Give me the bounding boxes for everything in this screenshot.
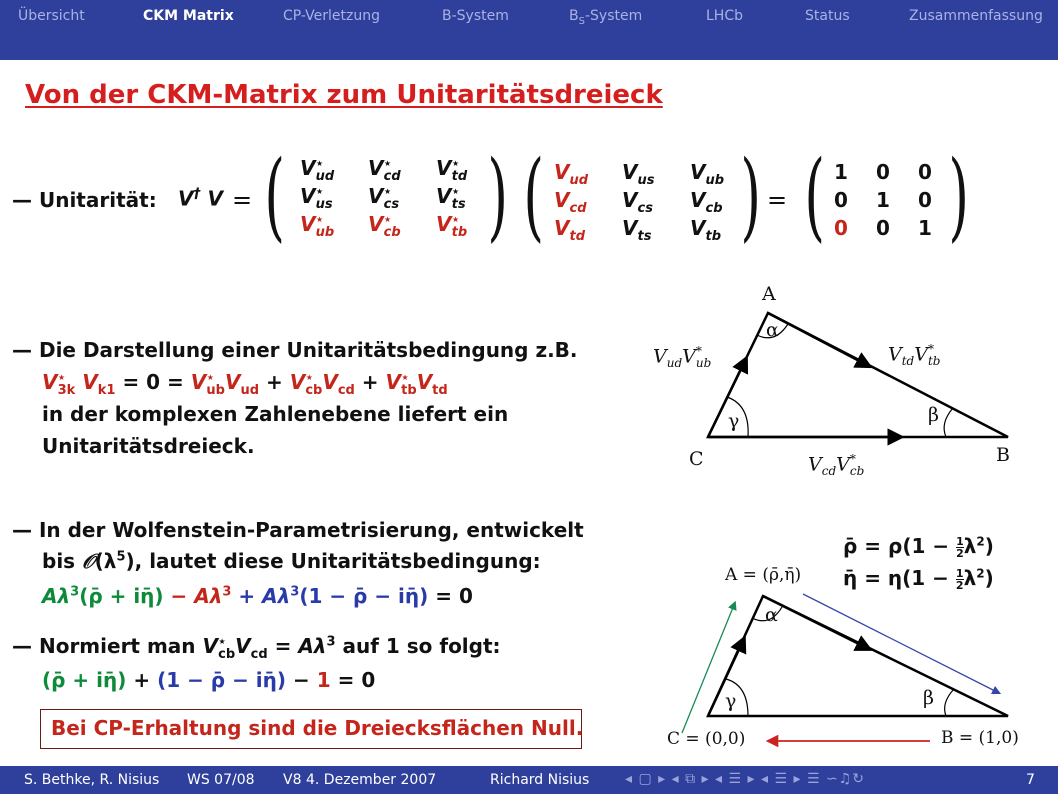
eb-b: λ	[963, 566, 977, 590]
eb-c: )	[984, 566, 994, 590]
n-v2: V	[235, 634, 251, 658]
triangle-1-arrow-right	[768, 313, 865, 364]
adjoint-matrix-sub-1-1: cs	[383, 197, 400, 212]
unitarity-label: — Unitarität:	[12, 188, 157, 212]
identity-matrix-cell-0-2: 0	[918, 160, 932, 184]
adjoint-matrix-cell-2-1	[368, 212, 401, 240]
triangle-2-vertex-b: B = (1,0)	[941, 728, 1019, 748]
f-t1-sup: ⋆	[206, 370, 215, 386]
n-eq-b: (1 − ρ̄ − iη̄)	[157, 668, 287, 692]
w2-a: bis	[42, 549, 83, 573]
representation-line-4: Unitaritätsdreieck.	[42, 434, 255, 458]
slide-title: Von der CKM-Matrix zum Unitaritätsdreieck	[25, 80, 663, 110]
adjoint-matrix-cell-1-0	[300, 184, 333, 212]
ckm-matrix-cell-0-1	[622, 160, 654, 188]
adjoint-matrix-cell-1-1	[368, 184, 399, 212]
ckm-matrix-v-1-2: V	[690, 188, 706, 212]
ckm-matrix-cell-2-2	[690, 216, 721, 244]
unitarity-equals-1: =	[232, 186, 253, 214]
w-g1-pow: 3	[70, 584, 80, 600]
adjoint-matrix-star-2-0: ⋆	[315, 212, 324, 228]
w-r1-pow: 3	[222, 584, 232, 600]
n-c: auf 1 so folgt:	[335, 634, 501, 658]
f-t3-sup: ⋆	[401, 370, 410, 386]
adjoint-matrix-v-1-1: V	[368, 184, 384, 208]
f-b: V	[82, 370, 98, 394]
tl-v1: V	[653, 345, 667, 368]
ckm-matrix-v-1-0: V	[554, 188, 570, 212]
ckm-matrix-sub-1-1: cs	[637, 201, 653, 216]
rb-pow: 2	[976, 534, 985, 549]
identity-matrix-cell-1-0: 0	[834, 188, 848, 212]
rb-c: )	[984, 534, 994, 558]
representation-formula	[42, 370, 448, 398]
ckm-matrix-sub-0-1: us	[637, 173, 655, 188]
nav-bs-main: B	[569, 8, 579, 24]
callout-text: Bei CP-Erhaltung sind die Dreiecksflächen Null.	[51, 716, 584, 740]
adjoint-matrix-sub-2-1: cb	[383, 225, 401, 240]
lhs-dagger: †	[193, 186, 201, 202]
f-t3b-sub: td	[432, 383, 448, 398]
adjoint-matrix-sub-0-1: cd	[383, 169, 401, 184]
w2-arg: (λ	[94, 549, 117, 573]
nav-item-uebersicht[interactable]: Übersicht	[18, 8, 85, 24]
eb-a: η̄ = η(1 −	[843, 566, 956, 590]
triangle-1-vertex-a: A	[762, 283, 776, 305]
eb-num: 1	[955, 567, 964, 580]
triangle-1-vertex-c: C	[689, 448, 704, 470]
unitarity-lhs	[178, 186, 223, 211]
beamer-navigation-symbols[interactable]: ◂ ▢ ▸ ◂ ⧉ ▸ ◂ ☰ ▸ ◂ ☰ ▸ ☰ ∽♫↻	[625, 771, 865, 787]
eb-pow: 2	[976, 566, 985, 581]
w-g1	[42, 584, 164, 608]
triangle-2-beta-arc	[945, 689, 954, 716]
left-matrix-open-paren: (	[264, 140, 286, 252]
lhs-v: V	[178, 186, 194, 211]
f-a: V	[42, 370, 58, 394]
ckm-matrix-sub-0-2: ub	[705, 173, 725, 188]
adjoint-matrix-v-0-0: V	[300, 156, 316, 180]
w2-pow: 5	[116, 549, 126, 565]
w2-b: ), lautet diese Unitaritätsbedingung:	[125, 549, 541, 573]
f-a-sup: ⋆	[57, 370, 66, 386]
lhs-v2: V	[200, 186, 223, 211]
ckm-matrix-sub-2-1: ts	[637, 229, 652, 244]
n-a: — Normiert man	[12, 634, 203, 658]
adjoint-matrix-cell-1-2	[436, 184, 466, 212]
adjoint-matrix-v-2-1: V	[368, 212, 384, 236]
triangle-1-side-right	[888, 342, 941, 368]
adjoint-matrix-sub-0-0: ud	[315, 169, 335, 184]
adjoint-matrix-v-0-1: V	[368, 156, 384, 180]
normiert-line-1	[12, 634, 501, 662]
nav-item-ckm-matrix[interactable]: CKM Matrix	[143, 8, 234, 24]
tl-s1: ud	[666, 356, 683, 371]
w-r1	[164, 584, 232, 608]
adjoint-matrix-star-1-2: ⋆	[451, 184, 460, 200]
ckm-matrix-v-2-0: V	[554, 216, 570, 240]
adjoint-matrix-star-1-1: ⋆	[383, 184, 392, 200]
ckm-matrix-cell-2-0	[554, 216, 585, 244]
identity-matrix-cell-1-2: 0	[918, 188, 932, 212]
ckm-matrix-cell-1-0	[554, 188, 587, 216]
f-t2b: V	[322, 370, 338, 394]
rb-den: 2	[956, 547, 964, 560]
n-eq-plus: +	[126, 668, 158, 692]
triangle-2-vertex-c: C = (0,0)	[667, 729, 746, 749]
identity-matrix-cell-0-1: 0	[876, 160, 890, 184]
w-g2: (ρ̄ + iη̄)	[79, 584, 164, 608]
footer-authors: S. Bethke, R. Nisius	[24, 772, 160, 788]
n-pow: 3	[326, 634, 336, 650]
ckm-matrix-cell-1-1	[622, 188, 653, 216]
tr-v2: V	[914, 343, 928, 366]
rb-b: λ	[963, 534, 977, 558]
normiert-equation	[42, 668, 375, 692]
f-t1-sub: ub	[206, 383, 225, 398]
f-a-sub: 3k	[57, 383, 76, 398]
nav-item-b-system[interactable]: B-System	[442, 8, 509, 24]
ckm-matrix-sub-1-2: cb	[705, 201, 723, 216]
f-mid: = 0 =	[115, 370, 191, 394]
adjoint-matrix-cell-2-0	[300, 212, 334, 240]
n-b: = Aλ	[267, 634, 327, 658]
footer-page-number: 7	[1026, 772, 1035, 788]
triangle-1-side-bottom	[808, 452, 864, 478]
tl-v2: V	[682, 345, 696, 368]
triangle-1-gamma: γ	[728, 410, 740, 432]
nav-item-zusammenfassung[interactable]: Zusammenfassung	[909, 8, 1043, 24]
ckm-matrix-v-1-1: V	[622, 188, 638, 212]
f-t3b: V	[416, 370, 433, 394]
tb-v2: V	[836, 453, 850, 476]
adjoint-matrix-cell-0-2	[436, 156, 467, 184]
tb-v1: V	[808, 453, 822, 476]
n-v1-sup: ⋆	[217, 634, 227, 650]
identity-matrix-cell-1-1: 1	[876, 188, 890, 212]
cp-conservation-callout	[40, 709, 582, 749]
identity-close-paren: )	[948, 140, 970, 252]
triangle-1-alpha: α	[766, 319, 779, 341]
identity-matrix-cell-2-2: 1	[918, 216, 932, 240]
adjoint-matrix-cell-2-2	[436, 212, 467, 240]
footer-bar	[0, 766, 1058, 794]
f-t3-sub: tb	[401, 383, 417, 398]
adjoint-matrix-v-1-0: V	[300, 184, 316, 208]
adjoint-matrix-cell-0-1	[368, 156, 401, 184]
adjoint-matrix-sub-1-2: ts	[451, 197, 466, 212]
tr-s1: td	[901, 354, 915, 369]
triangle-2-vertex-a: A = (ρ̄,η̄)	[725, 565, 802, 585]
ckm-matrix-close-paren: )	[740, 140, 762, 252]
nav-item-status[interactable]: Status	[805, 8, 850, 24]
ckm-matrix-cell-2-1	[622, 216, 651, 244]
ckm-matrix-cell-1-2	[690, 188, 723, 216]
representation-line-1: — Die Darstellung einer Unitaritätsbedingung z.B.	[12, 338, 578, 362]
adjoint-matrix-cell-0-0	[300, 156, 334, 184]
w-r1-text: − Aλ	[163, 584, 223, 608]
tr-star: *	[927, 342, 934, 356]
ckm-matrix-sub-0-0: ud	[569, 173, 589, 188]
n-eq-tail: = 0	[330, 668, 376, 692]
adjoint-matrix-sub-2-0: ub	[315, 225, 335, 240]
rb-num: 1	[956, 535, 964, 548]
f-t3: V	[385, 370, 402, 394]
f-t1b: V	[224, 370, 241, 394]
n-eq-r: 1	[316, 668, 331, 692]
n-v1-sub: cb	[218, 647, 236, 662]
triangle-1-side-left	[653, 344, 711, 370]
ckm-matrix-cell-0-2	[690, 160, 724, 188]
triangle-1-vertex-b: B	[996, 444, 1010, 466]
wolfenstein-line-2	[42, 549, 541, 573]
unitarity-equals-2: =	[767, 186, 788, 214]
tl-star: *	[695, 344, 702, 358]
footer-speaker: Richard Nisius	[490, 772, 590, 788]
tr-v1: V	[888, 343, 902, 366]
footer-date: 4. Dezember 2007	[306, 772, 437, 788]
adjoint-matrix-star-2-2: ⋆	[451, 212, 460, 228]
n-eq-minus: −	[286, 668, 317, 692]
f-b-sub: k1	[97, 383, 116, 398]
triangle-2-arrow-right	[763, 596, 865, 647]
eb-den: 2	[955, 579, 964, 592]
w-tail: = 0	[428, 584, 473, 608]
identity-open-paren: (	[804, 140, 826, 252]
ckm-matrix-v-2-2: V	[690, 216, 706, 240]
f-t2-sup: ⋆	[305, 370, 314, 386]
ckm-matrix-v-0-0: V	[554, 160, 570, 184]
adjoint-matrix-sub-1-0: us	[315, 197, 333, 212]
tb-s2: cb	[849, 464, 865, 479]
tb-star: *	[849, 452, 856, 466]
w-g1-text: Aλ	[42, 584, 71, 608]
f-t1: V	[190, 370, 207, 394]
adjoint-matrix-v-0-2: V	[436, 156, 452, 180]
f-plus-1: +	[259, 370, 290, 394]
triangle-1-outline	[708, 313, 1008, 437]
f-plus-2: +	[354, 370, 386, 394]
ckm-matrix-open-paren: (	[523, 140, 545, 252]
w2-O: 𝒪	[82, 549, 95, 573]
identity-matrix-cell-0-0: 1	[834, 160, 848, 184]
w-b1-pow: 3	[290, 584, 300, 600]
w-b2: (1 − ρ̄ − iη̄)	[299, 584, 429, 608]
n-v1: V	[202, 634, 218, 658]
w-b1	[231, 584, 428, 608]
ckm-matrix-sub-2-0: td	[569, 229, 586, 244]
nav-bs-sub: S	[578, 15, 585, 27]
adjoint-matrix-sub-0-2: td	[451, 169, 468, 184]
n-v2-sub: cd	[250, 647, 268, 662]
rhobar-definition	[843, 534, 994, 559]
adjoint-matrix-v-2-0: V	[300, 212, 316, 236]
f-t2-sub: cb	[305, 383, 323, 398]
ckm-matrix-v-0-1: V	[622, 160, 638, 184]
representation-line-3: in der komplexen Zahlenebene liefert ein	[42, 402, 509, 426]
adjoint-matrix-v-2-2: V	[436, 212, 452, 236]
top-navigation-bar	[0, 0, 1058, 60]
footer-semester: WS 07/08	[187, 772, 255, 788]
nav-item-bs-system[interactable]	[569, 8, 642, 27]
adjoint-matrix-v-1-2: V	[436, 184, 452, 208]
ckm-matrix-v-2-1: V	[622, 216, 638, 240]
rb-frac	[956, 536, 964, 559]
tl-s2: ub	[695, 356, 712, 371]
w-b1-text: + Aλ	[231, 584, 291, 608]
adjoint-matrix-star-0-2: ⋆	[451, 156, 460, 172]
adjoint-matrix-star-0-1: ⋆	[383, 156, 392, 172]
f-t1b-sub: ud	[240, 383, 260, 398]
wolfenstein-line-1: — In der Wolfenstein-Parametrisierung, entwickelt	[12, 518, 584, 542]
identity-matrix-cell-2-1: 0	[876, 216, 890, 240]
triangle-2-beta: β	[923, 687, 934, 709]
f-t2: V	[289, 370, 306, 394]
triangle-2-blue-arrow	[803, 594, 997, 692]
rb-a: ρ̄ = ρ(1 −	[843, 534, 957, 558]
tr-s2: tb	[927, 354, 941, 369]
adjoint-matrix-sub-2-2: tb	[451, 225, 468, 240]
nav-bs-rest: -System	[584, 8, 643, 24]
identity-matrix-cell-2-0: 0	[834, 216, 848, 240]
triangle-2-gamma: γ	[725, 690, 737, 712]
footer-lecture: V8	[283, 772, 302, 788]
left-matrix-close-paren: )	[487, 140, 509, 252]
nav-item-lhcb[interactable]: LHCb	[706, 8, 743, 24]
adjoint-matrix-star-2-1: ⋆	[383, 212, 392, 228]
adjoint-matrix-star-0-0: ⋆	[315, 156, 324, 172]
triangle-1-beta: β	[928, 404, 939, 426]
adjoint-matrix-star-1-0: ⋆	[315, 184, 324, 200]
ckm-matrix-sub-2-2: tb	[705, 229, 722, 244]
triangle-2-outline	[708, 596, 1008, 716]
triangle-1-beta-arc	[944, 408, 953, 437]
triangle-2-alpha: α	[765, 604, 778, 626]
ckm-matrix-v-0-2: V	[690, 160, 706, 184]
nav-item-cp-verletzung[interactable]: CP-Verletzung	[283, 8, 380, 24]
wolfenstein-equation	[42, 584, 473, 608]
ckm-matrix-cell-0-0	[554, 160, 588, 188]
tb-s1: cd	[821, 464, 837, 479]
f-t2b-sub: cd	[337, 383, 355, 398]
ckm-matrix-sub-1-0: cd	[569, 201, 587, 216]
n-eq-g: (ρ̄ + iη̄)	[42, 668, 127, 692]
